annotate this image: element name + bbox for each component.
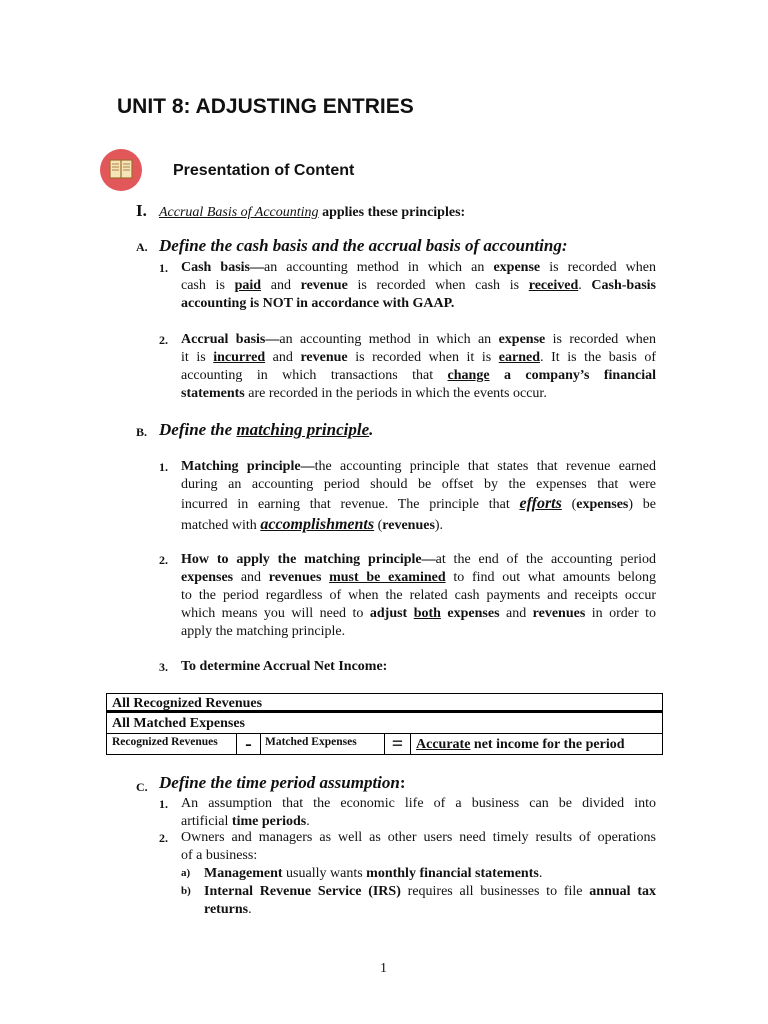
page-number: 1 xyxy=(380,961,387,976)
c2-paragraph: Owners and managers as well as other users need timely results of operations of a business: xyxy=(181,830,656,863)
section-a-marker: A. xyxy=(136,240,148,254)
a1-number: 1. xyxy=(159,261,168,275)
minus-sign: - xyxy=(236,733,261,755)
sub-b-marker: b) xyxy=(181,885,191,897)
recognized-revenues-cell: Recognized Revenues xyxy=(112,736,218,748)
table-row-revenues: All Recognized Revenues xyxy=(106,693,663,713)
sub-a-text: Management usually wants monthly financial statements. xyxy=(204,866,543,881)
sub-a-marker: a) xyxy=(181,867,191,879)
b3-number: 3. xyxy=(159,660,168,674)
section-a-heading: Define the cash basis and the accrual basis of accounting: xyxy=(159,236,568,255)
accrual-basis-link: Accrual Basis of Accounting xyxy=(159,205,319,220)
unit-title: UNIT 8: ADJUSTING ENTRIES xyxy=(117,95,414,118)
book-icon xyxy=(99,148,143,192)
b1-paragraph: Matching principle—the accounting principle that states that revenue earned during an accounting period should be offset by the expenses that were incurred in earning that revenue. The principle that efforts (expenses) be matched with accomplishments (revenues). xyxy=(181,459,656,533)
section-c-marker: C. xyxy=(136,780,148,794)
b2-paragraph: How to apply the matching principle—at the end of the accounting period expenses and revenues must be examined to find out what amounts belong to the period regardless of when the related cash payments and receipts occur which means you will need to adjust both expenses and revenues in order to apply the matching principle. xyxy=(181,552,657,639)
intro-line: Accrual Basis of Accounting applies these principles: xyxy=(159,205,466,220)
section-b-heading: Define the matching principle. xyxy=(159,420,374,439)
c2-number: 2. xyxy=(159,831,168,845)
table-row-formula xyxy=(106,733,663,755)
b1-number: 1. xyxy=(159,460,168,474)
a1-paragraph: Cash basis—an accounting method in which an expense is recorded when cash is paid and revenue is recorded when cash is received. Cash-basis accounting is NOT in accordance with GAAP. xyxy=(181,260,657,311)
sub-b-text: Internal Revenue Service (IRS) requires all businesses to file annual tax returns. xyxy=(204,884,656,917)
a2-number: 2. xyxy=(159,333,168,347)
c1-number: 1. xyxy=(159,797,168,811)
section-b-marker: B. xyxy=(136,425,148,439)
b3-text: To determine Accrual Net Income: xyxy=(181,659,388,674)
section-c-heading: Define the time period assumption: xyxy=(159,773,406,792)
b2-number: 2. xyxy=(159,553,168,567)
net-income-cell: Accurate net income for the period xyxy=(416,737,625,752)
section-heading: Presentation of Content xyxy=(173,162,355,179)
equals-sign: = xyxy=(384,733,411,755)
roman-marker: I. xyxy=(136,201,147,220)
a2-paragraph: Accrual basis—an accounting method in which an expense is recorded when it is incurred and revenue is recorded when it is earned. It is the basis of accounting in which transactions that change a company’s financial statements are recorded in the periods in which the events occur. xyxy=(181,332,656,401)
matched-expenses-cell: Matched Expenses xyxy=(265,736,357,748)
table-row-expenses: All Matched Expenses xyxy=(106,713,663,734)
c1-paragraph: An assumption that the economic life of a business can be divided into artificial time periods. xyxy=(181,796,656,829)
